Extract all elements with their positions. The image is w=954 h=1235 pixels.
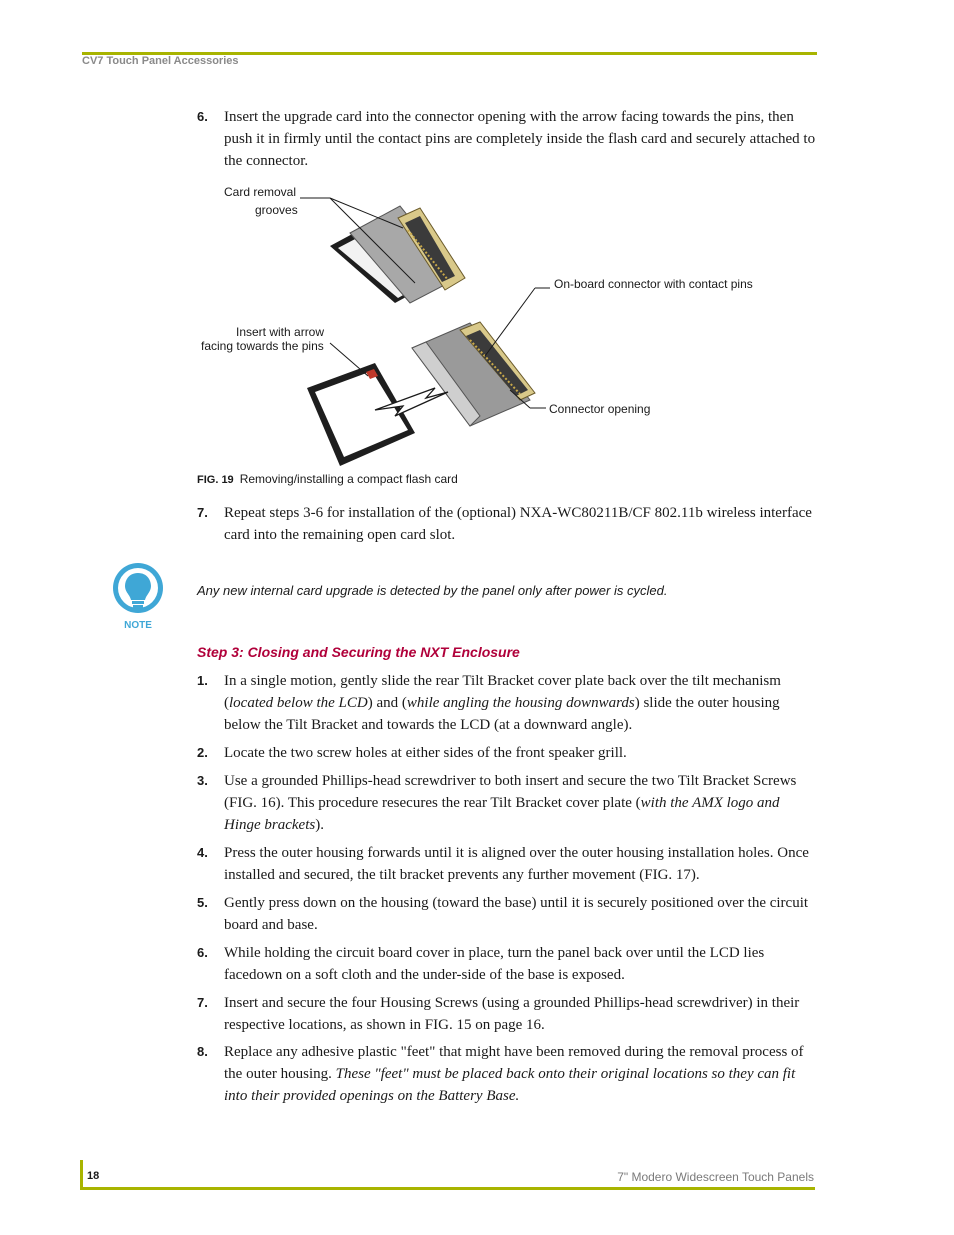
step-text: Replace any adhesive plastic "feet" that might have been removed during the removal process of the outer housing. These "feet" must be placed back onto their original locations so they can fit into their provided openings on the Battery Base. <box>224 1044 804 1104</box>
step-7-housing-screws <box>197 992 817 1036</box>
connector-illustration <box>412 322 535 426</box>
step-number: 5. <box>197 895 208 910</box>
step-text: Press the outer housing forwards until it is aligned over the outer housing installation holes. Once installed and secured, the tilt bracket prevents any further movement (FIG. 17). <box>224 845 809 883</box>
footer-accent-bar <box>80 1160 83 1190</box>
note-text: Any new internal card upgrade is detected by the panel only after power is cycled. <box>197 583 668 598</box>
step-number: 2. <box>197 745 208 760</box>
inserted-card-illustration <box>330 206 465 303</box>
step-number: 7. <box>197 505 208 520</box>
step-text: Locate the two screw holes at either sides of the front speaker grill. <box>224 745 627 761</box>
callout-onboard-connector: On-board connector with contact pins <box>554 277 753 291</box>
step-3-secure-screws <box>197 770 817 836</box>
step-text: Use a grounded Phillips-head screwdriver to both insert and secure the two Tilt Bracket Screws (FIG. 16). This procedure resecures the rear Tilt Bracket cover plate (with the AMX logo and Hinge brackets). <box>224 773 797 833</box>
step-number: 3. <box>197 773 208 788</box>
step-number: 6. <box>197 109 208 124</box>
step-5-press-down <box>197 892 817 936</box>
step-2-locate-holes <box>197 742 817 764</box>
step-text: Insert and secure the four Housing Screws (using a grounded Phillips-head screwdriver) in their respective locations, as shown in FIG. 15 on page 16. <box>224 995 800 1033</box>
running-header: CV7 Touch Panel Accessories <box>82 55 239 67</box>
step-number: 1. <box>197 673 208 688</box>
step-7-repeat <box>197 502 817 546</box>
section-heading: Step 3: Closing and Securing the NXT Enclosure <box>197 644 520 660</box>
callout-grooves: grooves <box>255 203 298 217</box>
step-4-press-housing <box>197 842 817 886</box>
callout-card-removal: Card removal <box>224 185 297 199</box>
step-8-replace-feet <box>197 1041 817 1107</box>
callout-facing-pins: facing towards the pins <box>201 339 324 353</box>
compact-flash-figure <box>190 178 610 470</box>
step-number: 8. <box>197 1044 208 1059</box>
step-text: Insert the upgrade card into the connector opening with the arrow facing towards the pins, then push it in firmly until the contact pins are completely inside the flash card and securely attached to the connector. <box>224 109 816 169</box>
figure-label: FIG. 19 <box>197 474 234 486</box>
page-number: 18 <box>87 1170 100 1182</box>
step-6-turn-panel <box>197 942 817 986</box>
note-label: NOTE <box>124 620 152 631</box>
lightbulb-note-icon <box>110 562 166 634</box>
step-text: Repeat steps 3-6 for installation of the (optional) NXA-WC80211B/CF 802.11b wireless interface card into the remaining open card slot. <box>224 505 812 543</box>
step-text: Gently press down on the housing (toward the base) until it is securely positioned over the circuit board and base. <box>224 895 809 933</box>
step-number: 7. <box>197 995 208 1010</box>
step-number: 6. <box>197 945 208 960</box>
callout-insert-arrow: Insert with arrow <box>236 325 325 339</box>
callout-connector-opening: Connector opening <box>549 402 651 416</box>
step-text: In a single motion, gently slide the rear Tilt Bracket cover plate back over the tilt mechanism (located below the LCD) and (while angling the housing downwards) slide the outer housing below the Tilt Bracket and towards the LCD (at a downward angle). <box>224 673 781 733</box>
figure-caption <box>197 472 458 486</box>
step-1-slide-bracket <box>197 670 817 736</box>
footer-rule <box>80 1187 815 1190</box>
step-text: While holding the circuit board cover in place, turn the panel back over until the LCD lies facedown on a soft cloth and the under-side of the base is exposed. <box>224 945 765 983</box>
footer-title: 7" Modero Widescreen Touch Panels <box>617 1170 814 1184</box>
figure-caption-text: Removing/installing a compact flash card <box>239 472 458 486</box>
step-6-install-card <box>197 106 817 172</box>
step-number: 4. <box>197 845 208 860</box>
